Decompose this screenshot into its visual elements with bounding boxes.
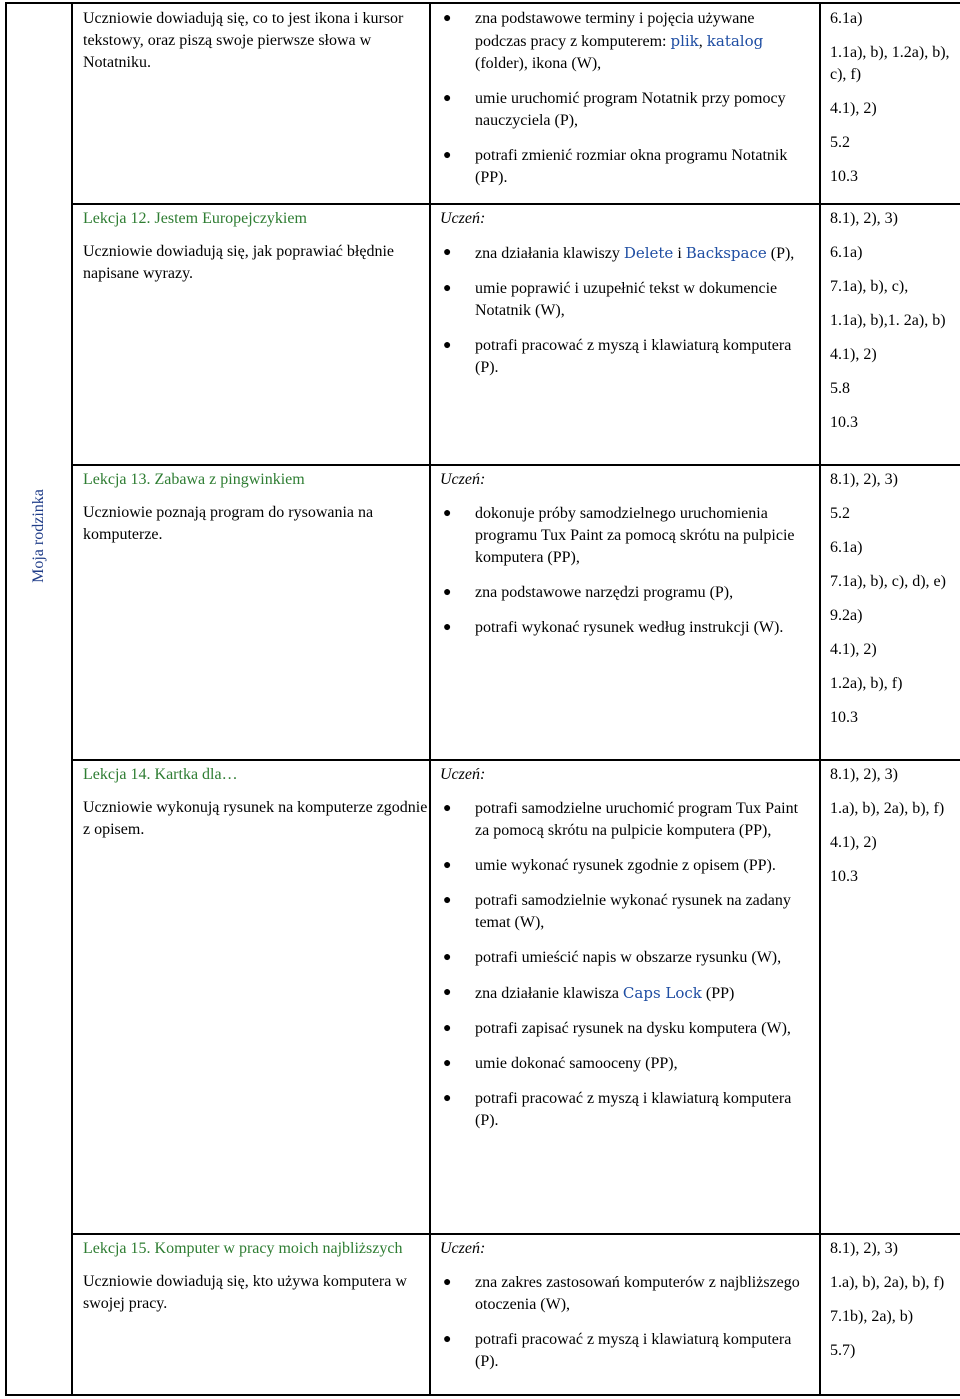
bullet-icon: ● [443,620,452,635]
row-divider [819,1233,960,1235]
bullet-icon: ● [443,585,452,600]
lesson-description: Uczniowie poznają program do rysowania na komputerze. [83,504,374,543]
standard-code: 4.1), 2) [830,834,877,851]
standard-code: 5.7) [830,1342,856,1359]
outcome-item [431,798,819,842]
standard-code: 7.1a), b), c), [830,278,909,295]
row-divider [429,464,821,466]
standard-code: 1.a), b), 2a), b), f) [830,800,945,817]
outcome-list [431,798,819,1132]
bullet-icon: ● [443,148,452,163]
lesson-block [73,1238,429,1315]
outcome-item [431,88,819,132]
standard-code: 10.3 [830,709,858,726]
outcome-item [431,855,819,877]
outcome-item [431,1272,819,1316]
outcomes-block [431,764,819,1145]
bullet-icon: ● [443,91,452,106]
outcome-text: potrafi samodzielnie wykonać rysunek na zadany temat (W), [475,892,791,931]
outcome-text: potrafi samodzielne uruchomić program Tux Paint za pomocą skrótu na pulpicie komputera (PP), [475,800,799,839]
outcome-text: potrafi zapisać rysunek na dysku komputera (W), [475,1020,791,1037]
keyword: plik [670,32,699,50]
bullet-icon: ● [443,801,452,816]
outcomes-column [430,3,820,1395]
outcome-item [431,1329,819,1373]
row-divider [819,203,960,205]
lesson-description: Uczniowie dowiadują się, kto używa komputera w swojej pracy. [83,1273,407,1312]
outcome-item [431,890,819,934]
outcome-text: potrafi pracować z myszą i klawiaturą komputera (P). [475,1090,792,1129]
outcome-text: dokonuje próby samodzielnego uruchomienia programu Tux Paint za pomocą skrótu na pulpicie komputera (PP), [475,505,795,566]
outcome-item [431,982,819,1005]
standard-code: 8.1), 2), 3) [830,1240,898,1257]
standards-block [821,8,960,200]
standard-code: 8.1), 2), 3) [830,471,898,488]
standard-code: 4.1), 2) [830,641,877,658]
row-divider [429,203,821,205]
outcome-item [431,503,819,569]
standard-code: 8.1), 2), 3) [830,210,898,227]
standard-code: 6.1a) [830,539,863,556]
standard-code: 1.2a), b), f) [830,675,903,692]
row-divider [819,759,960,761]
outcomes-block [431,208,819,392]
lesson-title: Lekcja 14. Kartka dla… [83,766,238,783]
outcome-item [431,617,819,639]
outcome-list [431,503,819,639]
outcome-text: zna podstawowe narzędzi programu (P), [475,584,734,601]
lesson-title: Lekcja 13. Zabawa z pingwinkiem [83,471,305,488]
curriculum-table [5,2,960,1396]
lesson-block [73,469,429,546]
outcome-item [431,242,819,265]
lesson-title: Lekcja 15. Komputer w pracy moich najbliższych [83,1240,403,1257]
standard-code: 1.1a), b), 1.2a), b), c), f) [830,44,950,83]
outcome-text: potrafi pracować z myszą i klawiaturą komputera (P). [475,1331,792,1370]
standard-code: 5.8 [830,380,850,397]
standard-code: 10.3 [830,414,858,431]
outcome-item [431,335,819,379]
keyword: Delete [623,244,674,262]
standards-block [821,1238,960,1374]
outcome-text: zna działanie klawisza [475,985,623,1002]
standards-column [820,3,960,1395]
outcome-text: umie dokonać samooceny (PP), [475,1055,678,1072]
bullet-icon: ● [443,950,452,965]
standard-code: 7.1a), b), c), d), e) [830,573,946,590]
lesson-block [73,8,429,74]
standard-code: 4.1), 2) [830,100,877,117]
outcome-text: umie wykonać rysunek zgodnie z opisem (PP). [475,857,776,874]
bullet-icon: ● [443,1332,452,1347]
bullet-icon: ● [443,1056,452,1071]
learner-label: Uczeń: [440,1240,486,1257]
outcome-text: potrafi zmienić rozmiar okna programu Notatnik (PP). [475,147,788,186]
learner-label: Uczeń: [440,766,486,783]
outcome-list [431,1272,819,1373]
outcome-item [431,1018,819,1040]
outcome-text: potrafi wykonać rysunek według instrukcji (W). [475,619,784,636]
standard-code: 5.2 [830,505,850,522]
standard-code: 1.a), b), 2a), b), f) [830,1274,945,1291]
bullet-icon: ● [443,985,452,1000]
standard-code: 10.3 [830,868,858,885]
lesson-block [73,208,429,285]
bullet-icon: ● [443,893,452,908]
bullet-icon: ● [443,1091,452,1106]
row-divider [429,1233,821,1235]
lesson-title: Lekcja 12. Jestem Europejczykiem [83,210,307,227]
row-divider [429,759,821,761]
standard-code: 1.1a), b),1. 2a), b) [830,312,946,329]
standard-code: 6.1a) [830,10,863,27]
standard-code: 8.1), 2), 3) [830,766,898,783]
bullet-icon: ● [443,506,452,521]
learner-label: Uczeń: [440,210,486,227]
outcome-text: (P), [766,245,795,262]
outcome-text: , [698,33,707,50]
outcome-text: zna podstawowe terminy i pojęcia używane podczas pracy z komputerem: [475,10,755,50]
lesson-column [72,3,430,1395]
module-cell [6,3,72,1395]
outcome-text: umie poprawić i uzupełnić tekst w dokumencie Notatnik (W), [475,280,778,319]
bullet-icon: ● [443,281,452,296]
outcome-text: i [673,245,686,262]
bullet-icon: ● [443,338,452,353]
outcome-item [431,145,819,189]
keyword: Caps Lock [622,984,702,1002]
bullet-icon: ● [443,11,452,26]
learner-label: Uczeń: [440,471,486,488]
row-divider [71,464,431,466]
bullet-icon: ● [443,858,452,873]
outcome-list [431,242,819,379]
standards-block [821,208,960,446]
outcomes-block [431,1238,819,1386]
outcome-item [431,8,819,75]
row-divider [71,759,431,761]
outcome-text: potrafi pracować z myszą i klawiaturą komputera (P). [475,337,792,376]
lesson-description: Uczniowie dowiadują się, co to jest ikona i kursor tekstowy, oraz piszą swoje pierwsze słowa w Notatniku. [83,10,404,71]
standard-code: 6.1a) [830,244,863,261]
standards-block [821,469,960,741]
keyword: Backspace [685,244,767,262]
standard-code: 9.2a) [830,607,863,624]
lesson-block [73,764,429,841]
row-divider [819,464,960,466]
outcome-text: umie uruchomić program Notatnik przy pomocy nauczyciela (P), [475,90,786,129]
row-divider [71,1233,431,1235]
row-divider [71,203,431,205]
outcomes-block [431,469,819,652]
bullet-icon: ● [443,245,452,260]
keyword: katalog [706,32,764,50]
standard-code: 7.1b), 2a), b) [830,1308,914,1325]
lesson-description: Uczniowie wykonują rysunek na komputerze zgodnie z opisem. [83,799,428,838]
standards-block [821,764,960,900]
outcome-item [431,278,819,322]
outcome-text: zna zakres zastosowań komputerów z najbliższego otoczenia (W), [475,1274,800,1313]
standard-code: 4.1), 2) [830,346,877,363]
outcome-item [431,947,819,969]
module-label: Moja rodzinka [30,489,47,583]
outcomes-block [431,8,819,202]
outcome-item [431,582,819,604]
standard-code: 5.2 [830,134,850,151]
bullet-icon: ● [443,1021,452,1036]
outcome-text: zna działania klawiszy [475,245,624,262]
outcome-text: (folder), ikona (W), [475,55,602,72]
outcome-item [431,1053,819,1075]
outcome-text: potrafi umieścić napis w obszarze rysunku (W), [475,949,782,966]
outcome-text: (PP) [701,985,735,1002]
outcome-list [431,8,819,189]
lesson-description: Uczniowie dowiadują się, jak poprawiać błędnie napisane wyrazy. [83,243,394,282]
bullet-icon: ● [443,1275,452,1290]
outcome-item [431,1088,819,1132]
standard-code: 10.3 [830,168,858,185]
